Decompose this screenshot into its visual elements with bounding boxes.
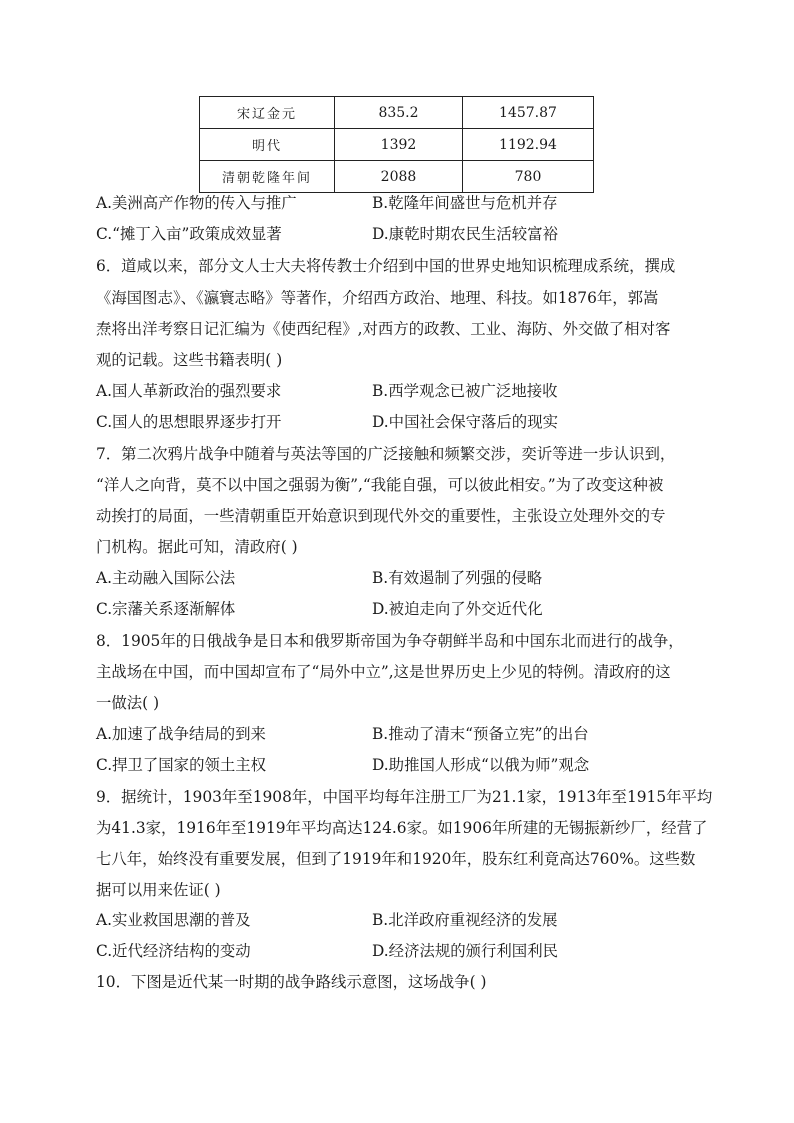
q5-option-c: C.“摊丁入亩”政策成效显著 bbox=[96, 225, 282, 243]
q9-option-c: C.近代经济结构的变动 bbox=[96, 942, 251, 960]
q9-option-b: B.北洋政府重视经济的发展 bbox=[372, 911, 558, 929]
table-cell: 1392 bbox=[335, 129, 463, 161]
q10-stem-line: 10．下图是近代某一时期的战争路线示意图，这场战争( ) bbox=[96, 973, 487, 991]
q8-stem-line: 一做法( ) bbox=[96, 694, 160, 712]
q7-stem-line: “洋人之向背，莫不以中国之强弱为衡”,“我能自强，可以彼此相安。”为了改变这种被 bbox=[96, 476, 664, 494]
table-cell: 清朝乾隆年间 bbox=[200, 161, 335, 193]
q9-stem-line: 为41.3家，1916年至1919年平均高达124.6家。如1906年所建的无锡振新纱厂，经营了 bbox=[96, 819, 708, 837]
table-row bbox=[200, 161, 594, 193]
table-cell: 780 bbox=[463, 161, 594, 193]
q6-option-d: D.中国社会保守落后的现实 bbox=[372, 413, 558, 431]
data-table bbox=[199, 96, 594, 193]
q8-option-b: B.推动了清末“预备立宪”的出台 bbox=[372, 725, 589, 743]
q7-stem-line: 7．第二次鸦片战争中随着与英法等国的广泛接触和频繁交涉，奕䜣等进一步认识到， bbox=[96, 445, 676, 463]
q8-option-d: D.助推国人形成“以俄为师”观念 bbox=[372, 756, 590, 774]
q8-option-c: C.捍卫了国家的领土主权 bbox=[96, 756, 267, 774]
q5-option-d: D.康乾时期农民生活较富裕 bbox=[372, 225, 558, 243]
q9-stem-line: 七八年，始终没有重要发展，但到了1919年和1920年，股东红利竟高达760%。这些数 bbox=[96, 850, 696, 868]
q8-option-a: A.加速了战争结局的到来 bbox=[96, 725, 266, 743]
q6-stem-line: 《海国图志》、《瀛寰志略》等著作，介绍西方政治、地理、科技。如1876年，郭嵩 bbox=[96, 289, 659, 307]
q6-stem-line: 观的记载。这些书籍表明( ) bbox=[96, 351, 283, 369]
q8-stem-line: 8．1905年的日俄战争是日本和俄罗斯帝国为争夺朝鲜半岛和中国东北而进行的战争， bbox=[96, 632, 684, 650]
q9-option-d: D.经济法规的颁行利国利民 bbox=[372, 942, 558, 960]
table-cell: 835.2 bbox=[335, 97, 463, 129]
table-cell: 2088 bbox=[335, 161, 463, 193]
q6-option-b: B.西学观念已被广泛地接收 bbox=[372, 382, 558, 400]
q5-option-a: A.美洲高产作物的传入与推广 bbox=[96, 194, 297, 212]
q8-stem-line: 主战场在中国，而中国却宣布了“局外中立”,这是世界历史上少见的特例。清政府的这 bbox=[96, 663, 671, 681]
q7-option-d: D.被迫走向了外交近代化 bbox=[372, 600, 543, 618]
q9-stem-line: 据可以用来佐证( ) bbox=[96, 881, 221, 899]
q7-option-c: C.宗藩关系逐渐解体 bbox=[96, 600, 236, 618]
q5-option-b: B.乾隆年间盛世与危机并存 bbox=[372, 194, 558, 212]
table-row bbox=[200, 97, 594, 129]
table-cell: 1457.87 bbox=[463, 97, 594, 129]
q7-stem-line: 动挨打的局面，一些清朝重臣开始意识到现代外交的重要性，主张设立处理外交的专 bbox=[96, 507, 666, 525]
table-row bbox=[200, 129, 594, 161]
q6-option-a: A.国人革新政治的强烈要求 bbox=[96, 382, 282, 400]
q7-option-b: B.有效遏制了列强的侵略 bbox=[372, 569, 543, 587]
q6-stem-line: 焘将出洋考察日记汇编为《使西纪程》,对西方的政教、工业、海防、外交做了相对客 bbox=[96, 320, 671, 338]
q9-stem-line: 9．据统计，1903年至1908年，中国平均每年注册工厂为21.1家，1913年至1915年平均 bbox=[96, 788, 713, 806]
table-cell: 宋辽金元 bbox=[200, 97, 335, 129]
q7-option-a: A.主动融入国际公法 bbox=[96, 569, 236, 587]
table-cell: 明代 bbox=[200, 129, 335, 161]
q7-stem-line: 门机构。据此可知，清政府( ) bbox=[96, 538, 298, 556]
q6-option-c: C.国人的思想眼界逐步打开 bbox=[96, 413, 282, 431]
q6-stem-line: 6．道咸以来，部分文人士大夫将传教士介绍到中国的世界史地知识梳理成系统，撰成 bbox=[96, 257, 676, 275]
q9-option-a: A.实业救国思潮的普及 bbox=[96, 911, 251, 929]
table-cell: 1192.94 bbox=[463, 129, 594, 161]
